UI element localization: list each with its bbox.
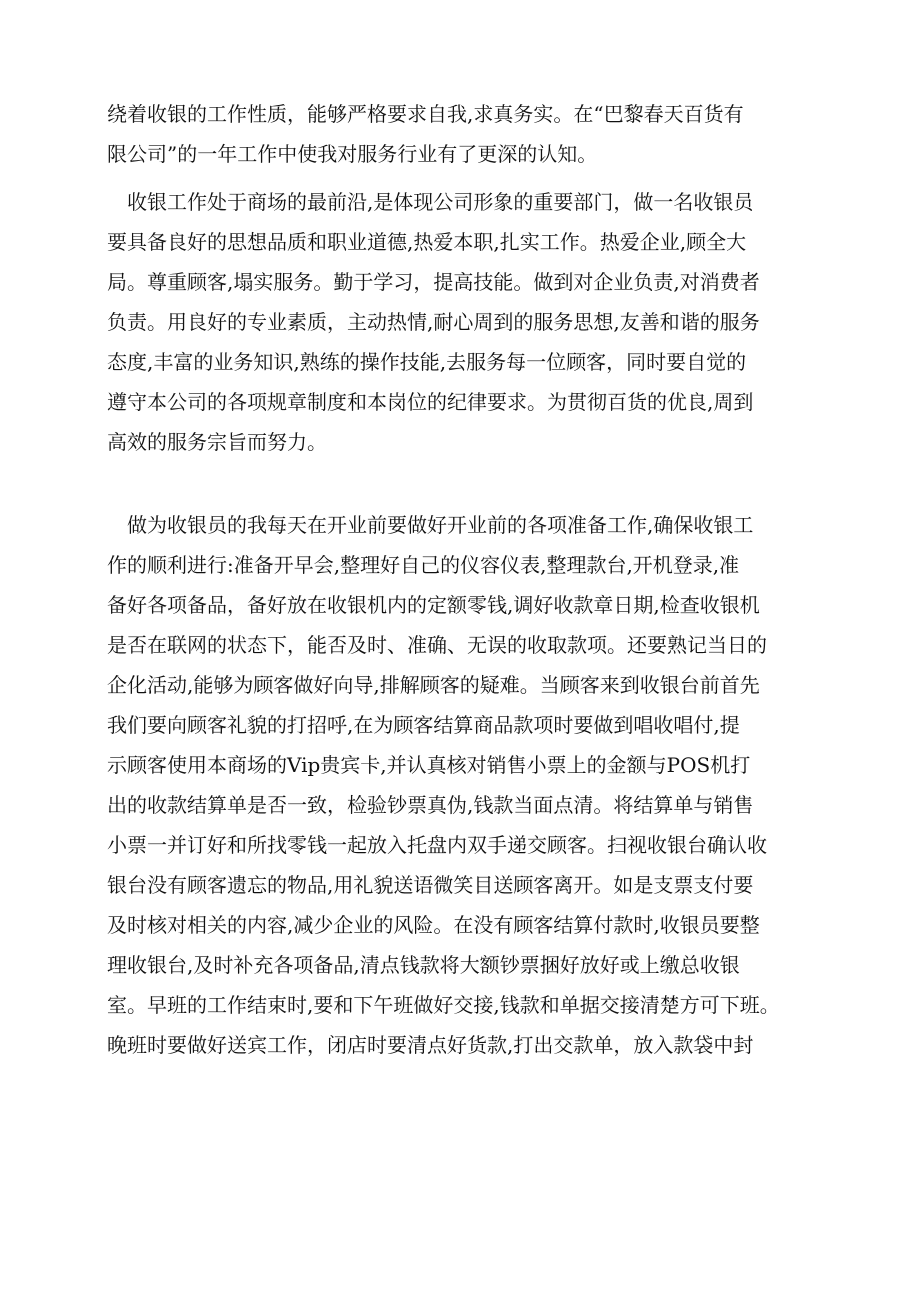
text-line: 备好各项备品，备好放在收银机内的定额零钱,调好收款章日期,检查收银机 [107,593,760,617]
text-line: 作的顺利进行:准备开早会,整理好自己的仪容仪表,整理款台,开机登录,准 [107,553,740,577]
text-line: 企化活动,能够为顾客做好向导,排解顾客的疑难。当顾客来到收银台前首先 [107,673,760,697]
text-line: 收银工作处于商场的最前沿,是体现公司形象的重要部门，做一名收银员 [127,190,754,214]
text-line: 我们要向顾客礼貌的打招呼,在为顾客结算商品款项时要做到唱收唱付,提 [107,713,740,737]
paragraph-2 [107,182,807,462]
text-line: 做为收银员的我每天在开业前要做好开业前的各项准备工作,确保收银工 [127,513,754,537]
text-line: 态度,丰富的业务知识,熟练的操作技能,去服务每一位顾客，同时要自觉的 [107,350,747,374]
text-line: 遵守本公司的各项规章制度和本岗位的纪律要求。为贯彻百货的优良,周到 [107,390,754,414]
text-line: 示顾客使用本商场的Vip贵宾卡,并认真核对销售小票上的金额与POS机打 [107,753,751,777]
paragraph-3 [107,505,807,1065]
text-line: 小票一并订好和所找零钱一起放入托盘内双手递交顾客。扫视收银台确认收 [107,833,767,857]
text-line: 银台没有顾客遗忘的物品,用礼貌送语微笑目送顾客离开。如是支票支付要 [107,873,754,897]
text-line: 局。尊重顾客,塌实服务。勤于学习，提高技能。做到对企业负责,对消费者 [107,270,760,294]
text-line: 限公司”的一年工作中使我对服务行业有了更深的认知。 [107,142,598,166]
text-line: 室。早班的工作结束时,要和下午班做好交接,钱款和单据交接清楚方可下班。 [107,993,780,1017]
text-line: 出的收款结算单是否一致，检验钞票真伪,钱款当面点清。将结算单与销售 [107,793,754,817]
text-line: 绕着收银的工作性质，能够严格要求自我,求真务实。在“巴黎春天百货有 [107,102,744,126]
text-line: 是否在联网的状态下，能否及时、准确、无误的收取款项。还要熟记当日的 [107,633,767,657]
text-line: 要具备良好的思想品质和职业道德,热爱本职,扎实工作。热爱企业,顾全大 [107,230,747,254]
text-line: 及时核对相关的内容,减少企业的风险。在没有顾客结算付款时,收银员要整 [107,913,760,937]
text-line: 理收银台,及时补充各项备品,清点钱款将大额钞票捆好放好或上缴总收银 [107,953,740,977]
text-line: 高效的服务宗旨而努力。 [107,430,327,454]
paragraph-1 [107,94,807,174]
text-line: 负责。用良好的专业素质，主动热情,耐心周到的服务思想,友善和谐的服务 [107,310,760,334]
text-line: 晚班时要做好送宾工作，闭店时要清点好货款,打出交款单，放入款袋中封 [107,1033,754,1057]
